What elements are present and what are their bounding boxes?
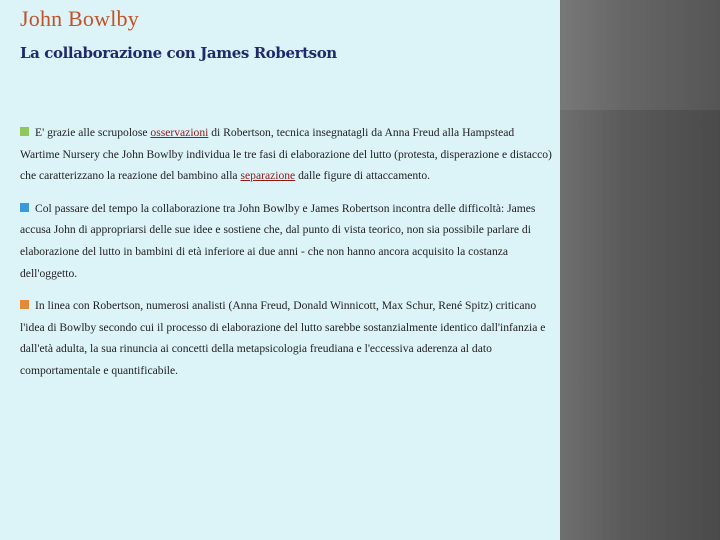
slide-body [20,122,554,393]
decorative-side-band-highlight [560,0,720,110]
paragraph-3-text: In linea con Robertson, numerosi analisti (Anna Freud, Donald Winnicott, Max Schur, René Spitz) criticano l'idea di Bowlby secondo cui il processo di elaborazione del lutto sarebbe sostanzialmente identico dall'infanzia e dall'età adulta, la sua rinuncia ai concetti della metapsicologia freudiana e l'eccessiva aderenza al dato comportamentale e quantificabile. [20,299,546,377]
paragraph-1-text-b: di Robertson, tecnica insegnatagli da Anna Freud alla Hampstead Wartime Nursery che John Bowlby individua le tre fasi di elaborazione del lutto (protesta, disperazione e distacco) che caratterizzano la reazione del bambino alla [20,126,552,183]
paragraph-2-text: Col passare del tempo la collaborazione tra John Bowlby e James Robertson incontra delle difficoltà: James accusa John di appropriarsi delle sue idee e sostiene che, dal punto di vista teorico, non sia possibile parlare di elaborazione del lutto in bambini di età inferiore ai due anni - che non hanno ancora acquisito la costanza dell'oggetto. [20,201,536,280]
square-bullet-icon [20,127,29,136]
paragraph-2 [20,198,554,284]
link-separazione[interactable]: separazione [240,169,296,183]
square-bullet-icon [20,300,29,309]
slide-title: John Bowlby [20,6,139,31]
paragraph-3 [20,295,554,381]
paragraph-1 [20,122,554,187]
paragraph-1-text-a: E' grazie alle scrupolose [35,126,151,139]
link-osservazioni[interactable]: osservazioni [150,126,209,139]
slide-subtitle: La collaborazione con James Robertson [20,44,337,62]
square-bullet-icon [20,203,29,212]
paragraph-1-text-c: dalle figure di attaccamento. [295,169,431,183]
